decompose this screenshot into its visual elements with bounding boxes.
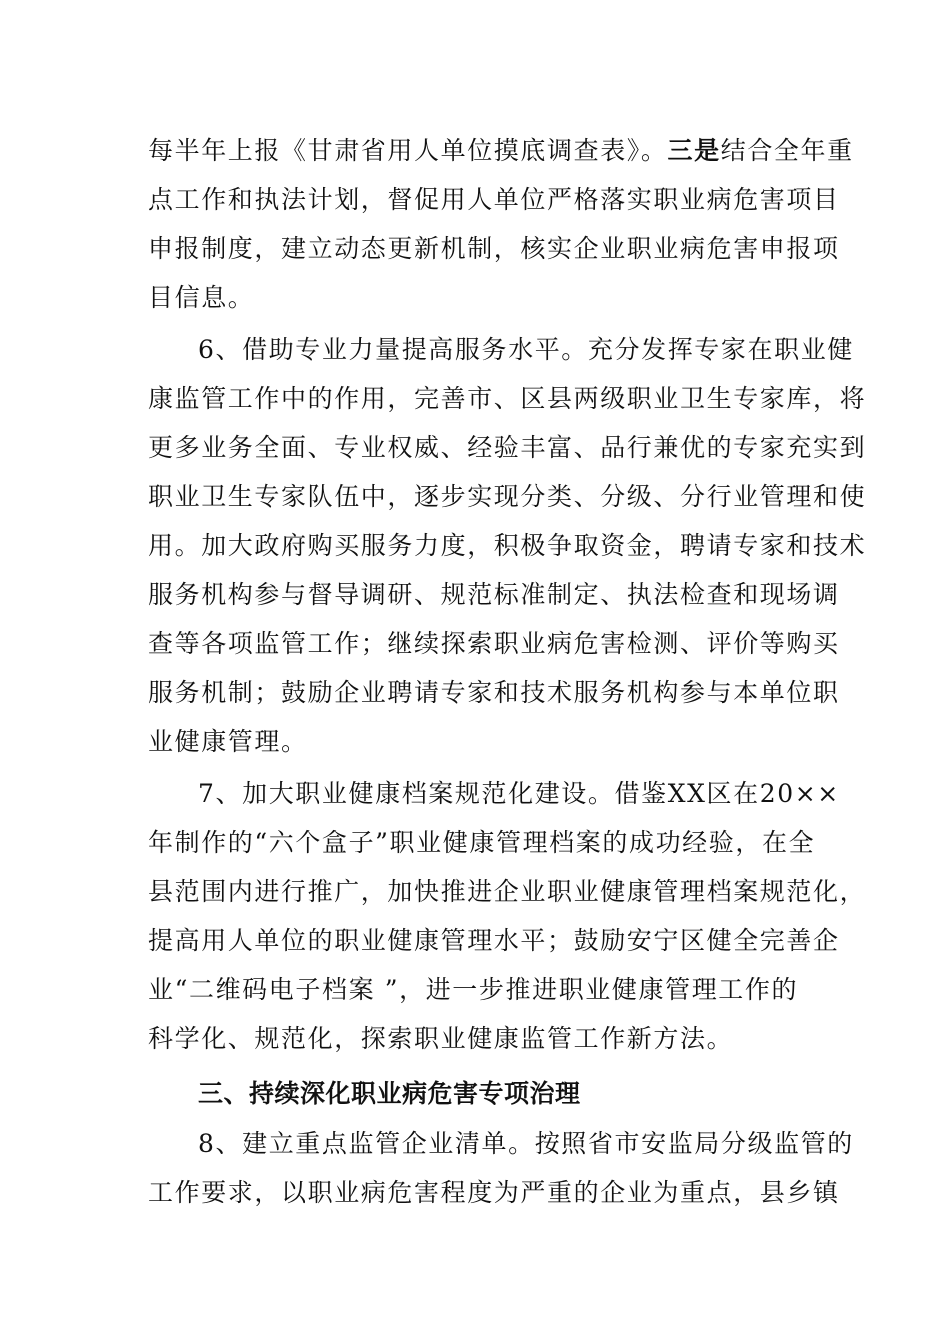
paragraph-line: 年制作的“六个盒子”职业健康管理档案的成功经验，在全 xyxy=(148,828,816,857)
paragraph-line: 康监管工作中的作用，完善市、区县两级职业卫生专家库，将 xyxy=(148,384,867,413)
paragraph-line: 申报制度，建立动态更新机制，核实企业职业病危害申报项 xyxy=(148,234,840,263)
paragraph-line: 职业卫生专家队伍中，逐步实现分类、分级、分行业管理和使 xyxy=(148,482,867,511)
paragraph-line: 提高用人单位的职业健康管理水平；鼓励安宁区健全完善企 xyxy=(148,926,840,955)
paragraph-line xyxy=(148,126,854,176)
item-7-title-line: 7、加大职业健康档案规范化建设。借鉴XX区在20×× xyxy=(198,779,840,808)
paragraph-line: 查等各项监管工作；继续探索职业病危害检测、评价等购买 xyxy=(148,629,840,658)
paragraph-line: 点工作和执法计划，督促用人单位严格落实职业病危害项目 xyxy=(148,185,840,214)
item-6-title-line: 6、借助专业力量提高服务水平。充分发挥专家在职业健 xyxy=(198,335,854,364)
emphasis-text: 三是 xyxy=(667,136,721,165)
paragraph-line: 业“二维码电子档案 ”，进一步推进职业健康管理工作的 xyxy=(148,975,799,1004)
section-heading: 三、持续深化职业病危害专项治理 xyxy=(198,1079,581,1108)
paragraph-line: 服务机构参与督导调研、规范标准制定、执法检查和现场调 xyxy=(148,580,840,609)
paragraph-line: 更多业务全面、专业权威、经验丰富、品行兼优的专家充实到 xyxy=(148,433,867,462)
paragraph-line: 服务机制；鼓励企业聘请专家和技术服务机构参与本单位职 xyxy=(148,678,840,707)
paragraph-line: 用。加大政府购买服务力度，积极争取资金，聘请专家和技术 xyxy=(148,531,867,560)
paragraph-line: 县范围内进行推广，加快推进企业职业健康管理档案规范化， xyxy=(148,877,867,906)
text-run: 结合全年重 xyxy=(720,136,854,165)
paragraph-line: 科学化、规范化，探索职业健康监管工作新方法。 xyxy=(148,1024,734,1053)
paragraph-line: 业健康管理。 xyxy=(148,727,308,756)
text-run: 每半年上报《甘肃省用人单位摸底调查表》。 xyxy=(148,136,668,165)
item-8-title-line: 8、建立重点监管企业清单。按照省市安监局分级监管的 xyxy=(198,1129,854,1158)
paragraph-line: 目信息。 xyxy=(148,283,255,312)
paragraph-line: 工作要求，以职业病危害程度为严重的企业为重点，县乡镇 xyxy=(148,1178,840,1207)
